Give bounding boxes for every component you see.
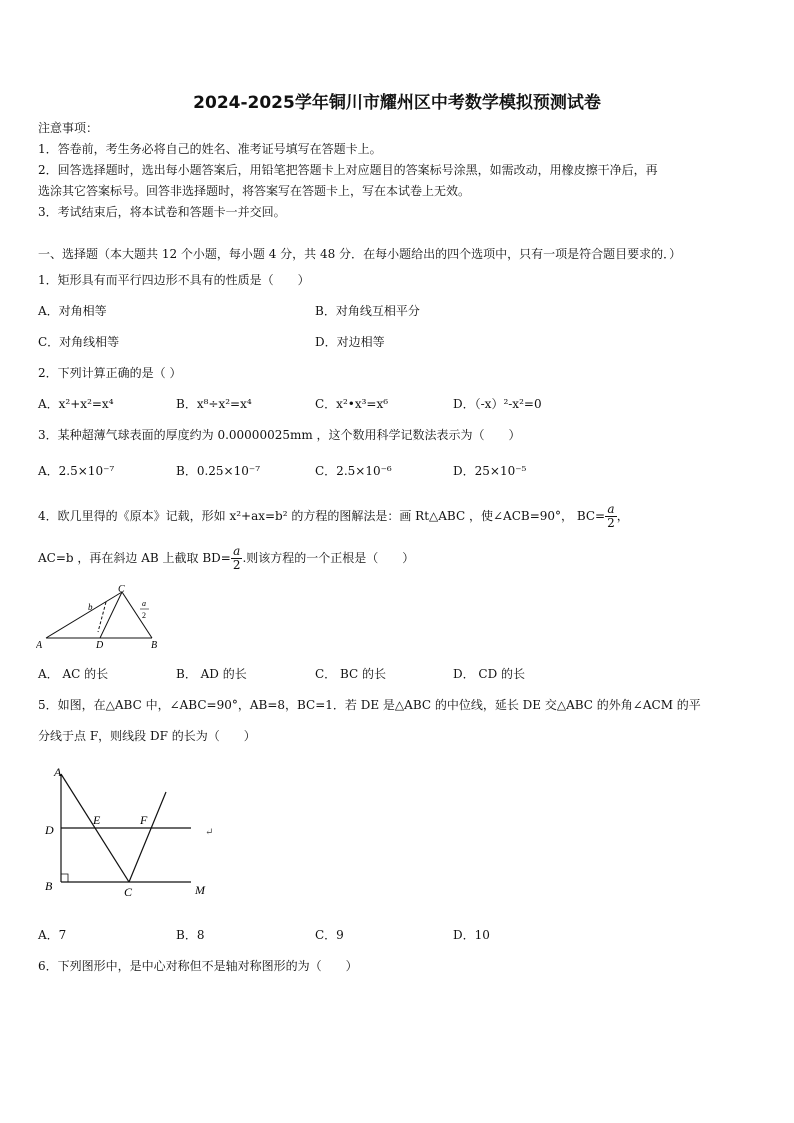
notice-item: 3．考试结束后，将本试卷和答题卡一并交回。 (38, 205, 286, 219)
q4-line2-end: .则该方程的一个正根是（ ） (242, 551, 415, 565)
q6-stem: 6．下列图形中，是中心对称但不是轴对称图形的为（ ） (38, 959, 358, 973)
label-b: B (45, 879, 53, 893)
q4-line1 (38, 503, 629, 530)
q5-option-b: B．8 (176, 928, 205, 942)
q4-line2-text: AC=b ，再在斜边 AB 上截取 BD= (38, 551, 231, 565)
notice-heading: 注意事项： (38, 121, 99, 135)
q4-option-a: A． AC 的长 (38, 667, 109, 681)
label-side-b: b (88, 602, 93, 612)
q5-line2: 分线于点 F，则线段 DF 的长为（ ） (38, 729, 256, 743)
q5-line1: 5．如图，在△ABC 中，∠ABC=90°，AB=8，BC=1．若 DE 是△ABC 的中位线，延长 DE 交△ABC 的外角∠ACM 的平 (38, 698, 701, 712)
q1-option-c: C．对角线相等 (38, 335, 120, 349)
q4-fraction-numerator: a (605, 503, 617, 517)
q4-fraction (605, 503, 617, 530)
segment-cf (129, 792, 166, 882)
q1-stem: 1．矩形具有而平行四边形不具有的性质是（ ） (38, 273, 310, 287)
label-b: B (151, 640, 158, 651)
q2-option-a: A．x²+x²=x⁴ (38, 397, 114, 411)
q2-option-c: C．x²•x³=x⁶ (315, 397, 389, 411)
right-angle-mark (61, 874, 68, 882)
q3-option-b: B．0.25×10⁻⁷ (176, 464, 261, 478)
label-d: D (45, 823, 54, 837)
q1-option-d: D．对边相等 (315, 335, 385, 349)
notice-item: 1．答卷前，考生务必将自己的姓名、准考证号填写在答题卡上。 (38, 142, 382, 156)
q4-fraction-denominator: 2 (232, 558, 241, 572)
label-side-a: a (142, 599, 146, 608)
label-c: C (124, 885, 133, 899)
label-side-2: 2 (142, 611, 146, 620)
q1-option-b: B．对角线互相平分 (315, 304, 420, 318)
q3-option-a: A．2.5×10⁻⁷ (38, 464, 115, 478)
label-c: C (118, 584, 125, 595)
q4-fraction-numerator: a (231, 545, 243, 559)
q3-option-d: D．25×10⁻⁵ (453, 464, 527, 478)
q4-option-c: C． BC 的长 (315, 667, 387, 681)
q2-option-b: B．x⁸÷x²=x⁴ (176, 397, 252, 411)
label-d: D (96, 640, 104, 651)
notice-item: 2．回答选择题时，选出每小题答案后，用铅笔把答题卡上对应题目的答案标号涂黑，如需改动，用橡皮擦干净后，再 (38, 163, 658, 177)
page-title: 2024-2025学年铜川市耀州区中考数学模拟预测试卷 (193, 93, 601, 113)
q5-triangle-figure (36, 762, 226, 902)
label-a: A (36, 640, 43, 651)
q5-option-a: A．7 (38, 928, 67, 942)
q5-option-d: D．10 (453, 928, 490, 942)
q1-option-a: A．对角相等 (38, 304, 107, 318)
q4-option-b: B． AD 的长 (176, 667, 247, 681)
section-heading: 一、选择题（本大题共 12 个小题，每小题 4 分，共 48 分．在每小题给出的四个选项中，只有一项是符合题目要求的．） (38, 247, 682, 261)
q4-line1-end: ， (616, 509, 629, 523)
q4-option-d: D． CD 的长 (453, 667, 526, 681)
q4-fraction-denominator: 2 (607, 516, 615, 530)
q3-option-c: C．2.5×10⁻⁶ (315, 464, 392, 478)
notice-item: 选涂其它答案标号。回答非选择题时，将答案写在答题卡上，写在本试卷上无效。 (38, 184, 471, 198)
q2-stem: 2．下列计算正确的是（ ） (38, 366, 182, 380)
label-e: E (93, 813, 101, 827)
label-f: F (140, 813, 148, 827)
q4-fraction (231, 545, 243, 572)
q3-stem: 3．某种超薄气球表面的厚度约为 0.00000025mm ，这个数用科学记数法表示为（ ） (38, 428, 521, 442)
q4-line2 (38, 545, 414, 572)
q5-option-c: C．9 (315, 928, 344, 942)
label-m: M (195, 883, 205, 897)
label-a: A (54, 765, 62, 779)
q4-line1-text: 4．欧几里得的《原本》记载，形如 x²+ax=b² 的方程的图解法是：画 Rt△ABC ，使∠ACB=90°， BC= (38, 509, 606, 523)
q2-option-d: D．（-x）²-x²=0 (453, 397, 542, 411)
segment-bc (122, 592, 152, 638)
return-mark: ↵ (205, 827, 214, 838)
q4-triangle-figure (36, 582, 166, 652)
